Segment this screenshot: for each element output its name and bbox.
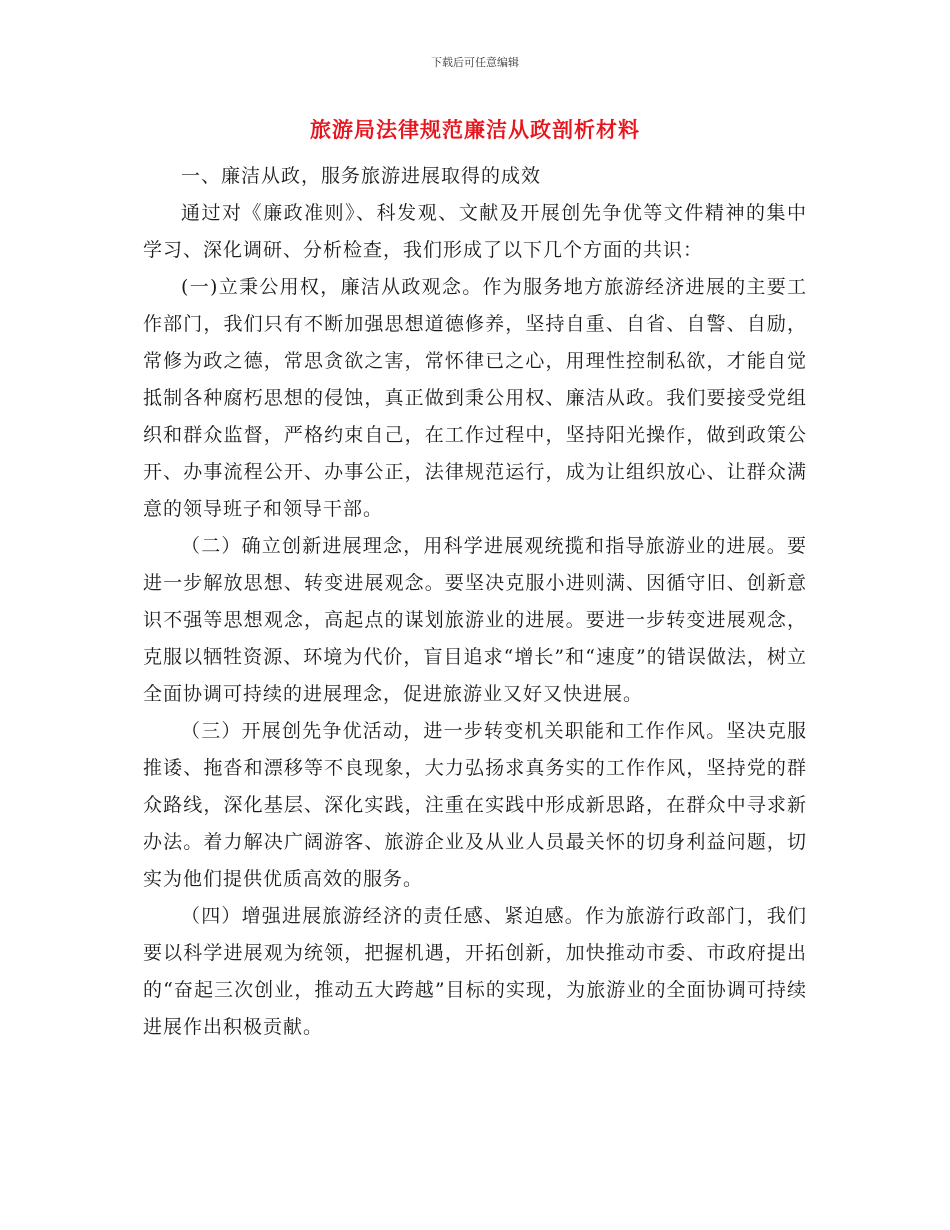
header-note: 下载后可任意编辑 xyxy=(431,56,519,69)
paragraph: (一)立秉公用权，廉洁从政观念。作为服务地方旅游经济进展的主要工作部门，我们只有不断加强思想道德修养，坚持自重、自省、自警、自励，常修为政之德，常思贪欲之害，常怀律已之心，用理性控制私欲，才能自觉抵制各种腐朽思想的侵蚀，真正做到秉公用权、廉洁从政。我们要接受党组织和群众监督，严格约束自己，在工作过程中，坚持阳光操作，做到政策公开、办事流程公开、办事公正，法律规范运行，成为让组织放心、让群众满意的领导班子和领导干部。 xyxy=(143,276,807,520)
document-title: 旅游局法律规范廉洁从政剖析材料 xyxy=(310,117,640,142)
paragraph: 通过对《廉政准则》、科发观、文献及开展创先争优等文件精神的集中学习、深化调研、分析检查，我们形成了以下几个方面的共识： xyxy=(143,202,807,261)
paragraph: （三）开展创先争优活动，进一步转变机关职能和工作作风。坚决克服推诿、拖沓和漂移等不良现象，大力弘扬求真务实的工作作风，坚持党的群众路线，深化基层、深化实践，注重在实践中形成新思路，在群众中寻求新办法。着力解决广阔游客、旅游企业及从业人员最关怀的切身利益问题，切实为他们提供优质高效的服务。 xyxy=(143,720,807,890)
document-body xyxy=(143,158,807,1046)
paragraph: （二）确立创新进展理念，用科学进展观统揽和指导旅游业的进展。要进一步解放思想、转变进展观念。要坚决克服小进则满、因循守旧、创新意识不强等思想观念，高起点的谋划旅游业的进展。要进一步转变进展观念，克服以牺牲资源、环境为代价，盲目追求“增长”和“速度”的错误做法，树立全面协调可持续的进展理念，促进旅游业又好又快进展。 xyxy=(143,535,807,705)
paragraph: （四）增强进展旅游经济的责任感、紧迫感。作为旅游行政部门，我们要以科学进展观为统领，把握机遇，开拓创新，加快推动市委、市政府提出的“奋起三次创业，推动五大跨越”目标的实现，为旅游业的全面协调可持续进展作出积极贡献。 xyxy=(143,905,807,1038)
section-heading: 一、廉洁从政，服务旅游进展取得的成效 xyxy=(181,165,542,187)
